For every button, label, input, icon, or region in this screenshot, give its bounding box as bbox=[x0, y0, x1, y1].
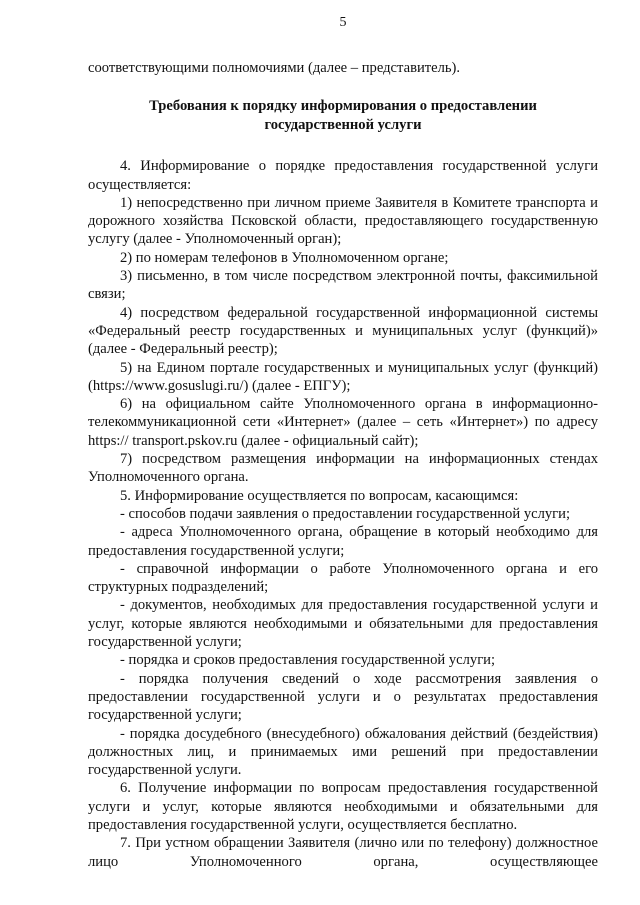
paragraph-item-5-7: - порядка досудебного (внесудебного) обжалования действий (бездействия) должностных лиц, и принимаемых ими решений при предоставлении государственной услуги. bbox=[88, 725, 598, 779]
section-heading bbox=[88, 97, 598, 135]
paragraph-item-7: 7. При устном обращении Заявителя (лично или по телефону) должностное лицо Уполномоченного органа, осуществляющее bbox=[88, 835, 598, 870]
paragraph-item-5-3: - справочной информации о работе Уполномоченного органа и его структурных подразделений; bbox=[88, 560, 598, 596]
document-page bbox=[88, 0, 598, 905]
paragraph-item-4-4: 4) посредством федеральной государственной информационной системы «Федеральный реестр государственных и муниципальных услуг (функций)» (далее - Федеральный реестр); bbox=[88, 304, 598, 358]
paragraph-item-5-4: - документов, необходимых для предоставления государственной услуги и услуг, которые являются необходимыми и обязательными для предоставления государственной услуги; bbox=[88, 597, 598, 651]
paragraph-item-4-7: 7) посредством размещения информации на информационных стендах Уполномоченного органа. bbox=[88, 451, 598, 486]
paragraph-item-6: 6. Получение информации по вопросам предоставления государственной услуги и услуг, которые являются необходимыми и обязательными для предоставления государственной услуги, осуществляется бесплатно. bbox=[88, 780, 598, 833]
paragraph-item-5-5: - порядка и сроков предоставления государственной услуги; bbox=[120, 652, 496, 669]
paragraph-item-4-5: 5) на Едином портале государственных и муниципальных услуг (функций) (https://www.gosuslugi.ru/) (далее - ЕПГУ); bbox=[88, 359, 598, 394]
paragraph-item-4-6: 6) на официальном сайте Уполномоченного органа в информационно-телекоммуникационной сети «Интернет» (далее – сеть «Интернет») по адресу https:// transport.pskov.ru (далее - официальный сайт); bbox=[88, 396, 598, 449]
paragraph-item-4-1: 1) непосредственно при личном приеме Заявителя в Комитете транспорта и дорожного хозяйства Псковской области, предоставляющего государственную услугу (далее - Уполномоченный орган); bbox=[88, 194, 598, 248]
section-heading-line-1: Требования к порядку информирования о предоставлении bbox=[149, 98, 537, 115]
document-body bbox=[88, 59, 598, 871]
paragraph-item-4: 4. Информирование о порядке предоставления государственной услуги осуществляется: bbox=[88, 158, 598, 193]
paragraph-item-5-6: - порядка получения сведений о ходе рассмотрения заявления о предоставлении государственной услуги и о результатах предоставления государственной услуги; bbox=[88, 670, 598, 724]
page-number: 5 bbox=[339, 15, 347, 30]
paragraph-item-5-1: - способов подачи заявления о предоставлении государственной услуги; bbox=[120, 505, 571, 522]
paragraph-item-5: 5. Информирование осуществляется по вопросам, касающимся: bbox=[120, 487, 519, 504]
paragraph-item-4-3: 3) письменно, в том числе посредством электронной почты, факсимильной связи; bbox=[88, 268, 598, 303]
paragraph-item-4-2: 2) по номерам телефонов в Уполномоченном органе; bbox=[120, 249, 449, 266]
section-heading-line-2: государственной услуги bbox=[264, 117, 422, 134]
paragraph-continuation: соответствующими полномочиями (далее – представитель). bbox=[88, 60, 461, 76]
paragraph-item-5-2: - адреса Уполномоченного органа, обращение в который необходимо для предоставления государственной услуги; bbox=[88, 524, 598, 559]
